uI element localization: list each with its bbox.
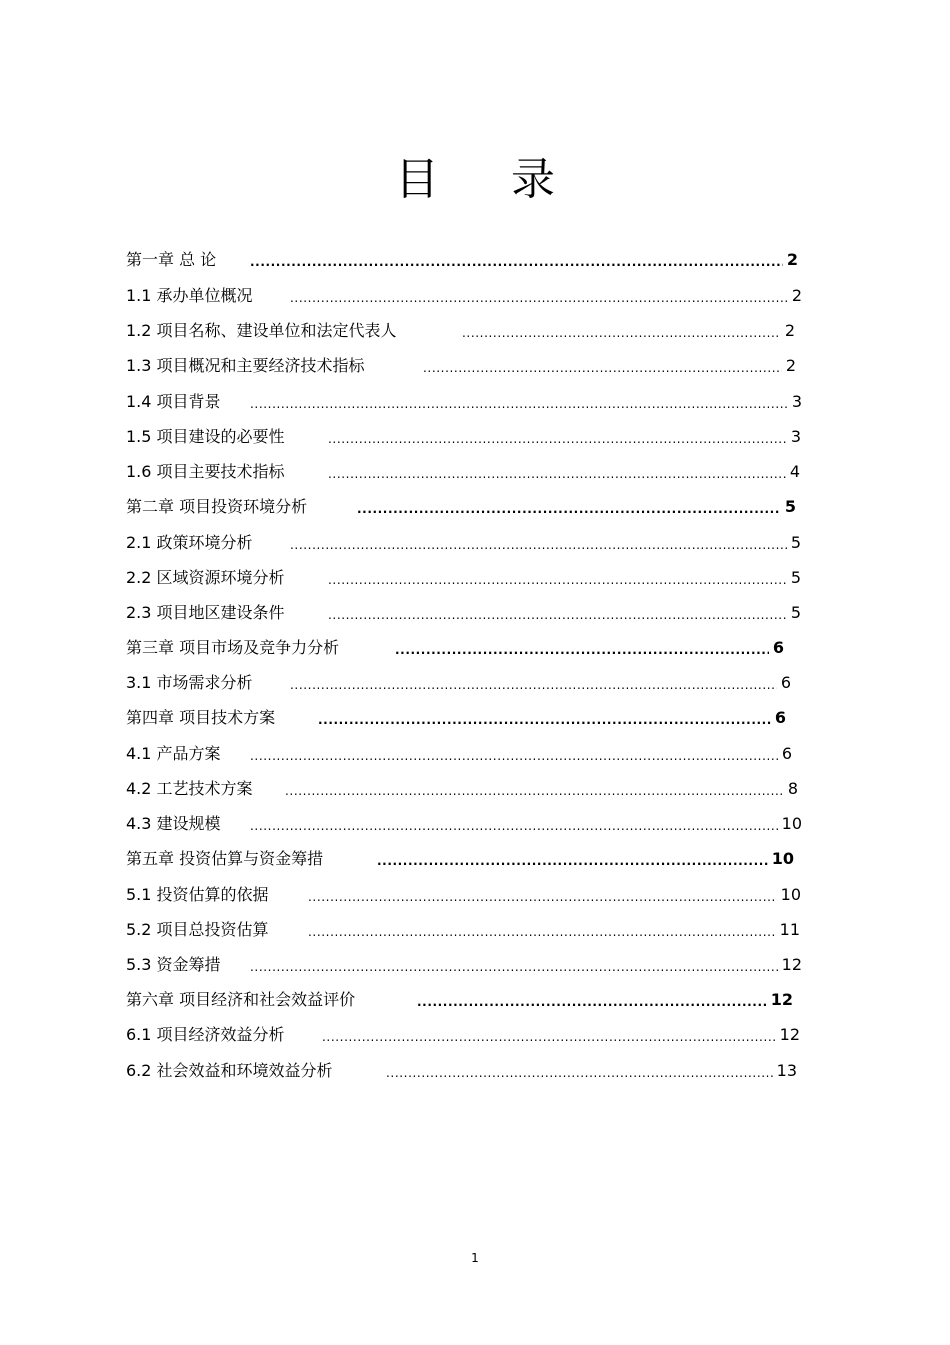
toc-dot-leader	[250, 742, 778, 766]
toc-entry-page-number: 12	[781, 955, 802, 974]
toc-entry-page-number: 6	[781, 744, 792, 763]
toc-dot-leader	[308, 883, 777, 907]
toc-entry-label: 4.1 产品方案	[126, 744, 221, 763]
toc-entry-label: 6.2 社会效益和环境效益分析	[126, 1061, 333, 1080]
toc-entry-label: 第六章 项目经济和社会效益评价	[126, 990, 356, 1009]
toc-entry-label: 2.1 政策环境分析	[126, 533, 253, 552]
toc-entry-label: 5.2 项目总投资估算	[126, 920, 269, 939]
toc-entry-page-number: 8	[787, 779, 798, 798]
toc-entry-page-number: 5	[790, 533, 801, 552]
toc-section-entry[interactable]	[126, 354, 796, 378]
toc-entry-page-number: 6	[772, 638, 784, 657]
toc-dot-leader	[328, 566, 787, 590]
toc-entry-label: 第四章 项目技术方案	[126, 708, 276, 727]
toc-chapter-entry[interactable]	[126, 636, 784, 660]
toc-entry-label: 1.2 项目名称、建设单位和法定代表人	[126, 321, 397, 340]
toc-entry-label: 1.3 项目概况和主要经济技术指标	[126, 356, 365, 375]
toc-entry-page-number: 2	[791, 286, 802, 305]
toc-dot-leader	[386, 1059, 773, 1083]
toc-section-entry[interactable]	[126, 601, 801, 625]
toc-chapter-entry[interactable]	[126, 847, 794, 871]
toc-entry-page-number: 10	[771, 849, 794, 868]
toc-dot-leader	[328, 425, 787, 449]
title-char-2: 录	[511, 154, 555, 205]
toc-dot-leader	[328, 601, 787, 625]
toc-entry-page-number: 6	[774, 708, 786, 727]
toc-entry-page-number: 13	[776, 1061, 797, 1080]
toc-section-entry[interactable]	[126, 742, 792, 766]
toc-dot-leader	[285, 777, 784, 801]
toc-section-entry[interactable]	[126, 883, 801, 907]
toc-entry-page-number: 12	[779, 1025, 800, 1044]
toc-section-entry[interactable]	[126, 319, 795, 343]
toc-dot-leader	[250, 953, 778, 977]
toc-chapter-entry[interactable]	[126, 248, 798, 272]
toc-entry-page-number: 4	[789, 462, 800, 481]
toc-section-entry[interactable]	[126, 284, 802, 308]
toc-entry-label: 3.1 市场需求分析	[126, 673, 253, 692]
toc-section-entry[interactable]	[126, 425, 801, 449]
toc-entry-label: 4.2 工艺技术方案	[126, 779, 253, 798]
toc-section-entry[interactable]	[126, 1059, 797, 1083]
toc-dot-leader	[250, 812, 778, 836]
toc-entry-page-number: 6	[780, 673, 791, 692]
toc-entry-label: 第一章 总 论	[126, 250, 217, 269]
toc-section-entry[interactable]	[126, 390, 802, 414]
toc-entry-page-number: 10	[781, 814, 802, 833]
toc-entry-label: 2.2 区域资源环境分析	[126, 568, 285, 587]
toc-section-entry[interactable]	[126, 531, 801, 555]
toc-section-entry[interactable]	[126, 671, 791, 695]
toc-dot-leader	[290, 671, 777, 695]
toc-dot-leader	[328, 460, 786, 484]
toc-entry-page-number: 5	[790, 603, 801, 622]
toc-entry-page-number: 3	[791, 392, 802, 411]
toc-dot-leader	[308, 918, 776, 942]
toc-entry-label: 1.6 项目主要技术指标	[126, 462, 285, 481]
toc-dot-leader	[462, 319, 781, 343]
toc-dot-leader	[377, 847, 768, 871]
toc-dot-leader	[250, 390, 788, 414]
toc-section-entry[interactable]	[126, 918, 800, 942]
toc-dot-leader	[322, 1023, 776, 1047]
toc-entry-page-number: 10	[780, 885, 801, 904]
toc-section-entry[interactable]	[126, 953, 802, 977]
toc-entry-page-number: 2	[786, 250, 798, 269]
toc-section-entry[interactable]	[126, 777, 798, 801]
toc-entry-label: 第二章 项目投资环境分析	[126, 497, 308, 516]
toc-entry-label: 第三章 项目市场及竞争力分析	[126, 638, 340, 657]
toc-entry-label: 5.3 资金筹措	[126, 955, 221, 974]
toc-chapter-entry[interactable]	[126, 706, 786, 730]
toc-entry-page-number: 3	[790, 427, 801, 446]
toc-entry-page-number: 2	[785, 356, 796, 375]
toc-entry-label: 4.3 建设规模	[126, 814, 221, 833]
toc-entry-page-number: 5	[784, 497, 796, 516]
toc-entry-label: 1.1 承办单位概况	[126, 286, 253, 305]
toc-entry-page-number: 2	[784, 321, 795, 340]
toc-entry-label: 第五章 投资估算与资金筹措	[126, 849, 324, 868]
toc-dot-leader	[318, 706, 771, 730]
toc-entry-page-number: 12	[770, 990, 793, 1009]
toc-chapter-entry[interactable]	[126, 495, 796, 519]
toc-dot-leader	[290, 531, 787, 555]
toc-dot-leader	[357, 495, 781, 519]
toc-section-entry[interactable]	[126, 460, 800, 484]
toc-chapter-entry[interactable]	[126, 988, 793, 1012]
page-title	[0, 152, 950, 208]
toc-entry-label: 1.4 项目背景	[126, 392, 221, 411]
toc-entry-label: 6.1 项目经济效益分析	[126, 1025, 285, 1044]
page-number: 1	[471, 1251, 479, 1265]
toc-dot-leader	[417, 988, 767, 1012]
toc-entry-label: 5.1 投资估算的依据	[126, 885, 269, 904]
title-char-1: 目	[395, 154, 439, 205]
toc-dot-leader	[395, 636, 769, 660]
toc-section-entry[interactable]	[126, 812, 802, 836]
toc-entry-page-number: 11	[779, 920, 800, 939]
toc-dot-leader	[290, 284, 788, 308]
toc-dot-leader	[250, 248, 783, 272]
toc-entry-label: 2.3 项目地区建设条件	[126, 603, 285, 622]
toc-section-entry[interactable]	[126, 1023, 800, 1047]
toc-section-entry[interactable]	[126, 566, 801, 590]
toc-entry-page-number: 5	[790, 568, 801, 587]
toc-entry-label: 1.5 项目建设的必要性	[126, 427, 285, 446]
toc-dot-leader	[423, 354, 782, 378]
